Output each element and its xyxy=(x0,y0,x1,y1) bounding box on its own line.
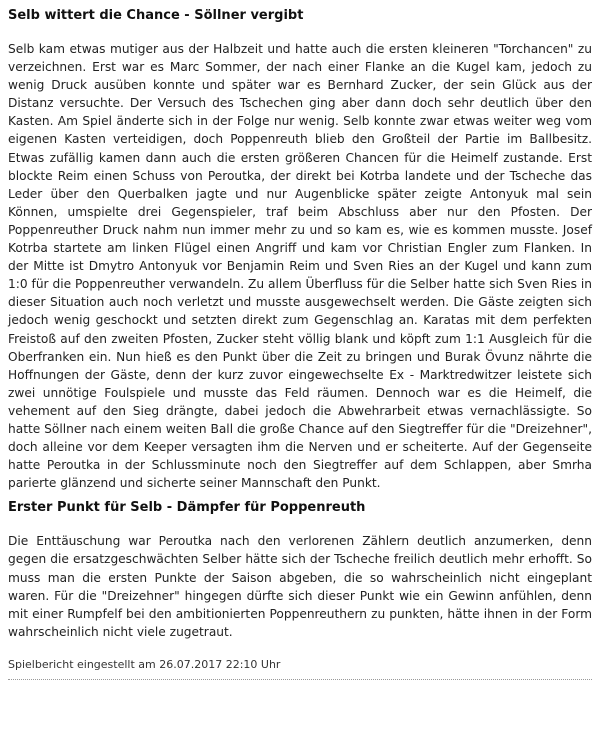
section-heading-1: Selb wittert die Chance - Söllner vergibt xyxy=(8,8,304,23)
section-heading-2: Erster Punkt für Selb - Dämpfer für Poppenreuth xyxy=(8,500,366,516)
report-timestamp: Spielbericht eingestellt am 26.07.2017 22:10 Uhr xyxy=(8,657,281,671)
section-body-1: Selb kam etwas mutiger aus der Halbzeit und hatte auch die ersten kleineren "Torchancen" zu verzeichnen. Erst war es Marc Sommer, der nach einer Flanke an die Kugel kam, jedoch zu wenig Druck ausüben konnte und später war es Bernhard Zucker, der sein Glück aus der Distanz versuchte. Der Versuch des Tschechen ging aber dann doch sehr deutlich über den Kasten. Am Spiel änderte sich in der Folge nur wenig. Selb konnte zwar etwas weiter weg vom eigenen Kasten verteidigen, doch Poppenreuth blieb den Großteil der Partie im Ballbesitz. Etwas zufällig kamen dann auch die ersten größeren Chancen für die Heimelf zustande. Erst blockte Reim einen Schuss von Peroutka, der direkt bei Kotrba landete und der Tscheche das Leder über den Querbalken jagte und nur Augenblicke später zeigte Antonyuk mal sein Können, umspielte drei Gegenspieler, traf beim Abschluss aber nur den Pfosten. Der Poppenreuther Druck nahm nun immer mehr zu und so kam es, wie es kommen musste. Josef Kotrba startete am linken Flügel einen Angriff und kam vor Christian Engler zum Flanken. In der Mitte ist Dmytro Antonyuk vor Benjamin Reim und Sven Ries an der Kugel und kann zum 1:0 für die Poppenreuther verwandeln. Zu allem Überfluss für die Selber hatte sich Sven Ries in dieser Situation auch noch verletzt und musste ausgewechselt werden. Die Gäste zeigten sich jedoch wenig geschockt und setzten direkt zum Gegenschlag an. Karatas mit dem perfekten Freistoß auf den zweiten Pfosten, Zucker steht völlig blank und köpft zum 1:1 Ausgleich für die Oberfranken ein. Nun hieß es den Punkt über die Zeit zu bringen und Burak Övunz nährte die Hoffnungen der Gäste, denn der kurz zuvor eingewechselte Ex - Marktredwitzer leistete sich zwei unnötige Foulspiele und musste das Feld räumen. Dennoch war es die Heimelf, die vehement auf den Sieg drängte, dabei jedoch die Abwehrarbeit etwas vernachlässigte. So hatte Söllner nach einem weiten Ball die große Chance auf den Siegtreffer für die "Dreizehner", doch alleine vor dem Keeper versagten ihm die Nerven und er scheiterte. Auf der Gegenseite hatte Peroutka in der Schlussminute noch den Siegtreffer auf dem Schlappen, aber Smrha parierte glänzend und sicherte seiner Mannschaft den Punkt. xyxy=(8,42,592,491)
footer-divider xyxy=(8,679,592,680)
section-body-2: Die Enttäuschung war Peroutka nach den verlorenen Zählern deutlich anzumerken, denn gegen die ersatzgeschwächten Selber hätte sich der Tscheche freilich deutlich mehr erhofft. So muss man die ersten Punkte der Saison abgeben, die so wahrscheinlich nicht eingeplant waren. Für die "Dreizehner" hingegen dürfte sich dieser Punkt wie ein Gewinn anfühlen, denn mit einer Rumpfelf bei den ambitionierten Poppenreuthern zu punkten, hätte ihnen in der Form wahrscheinlich nicht viele zugetraut. xyxy=(8,534,592,639)
